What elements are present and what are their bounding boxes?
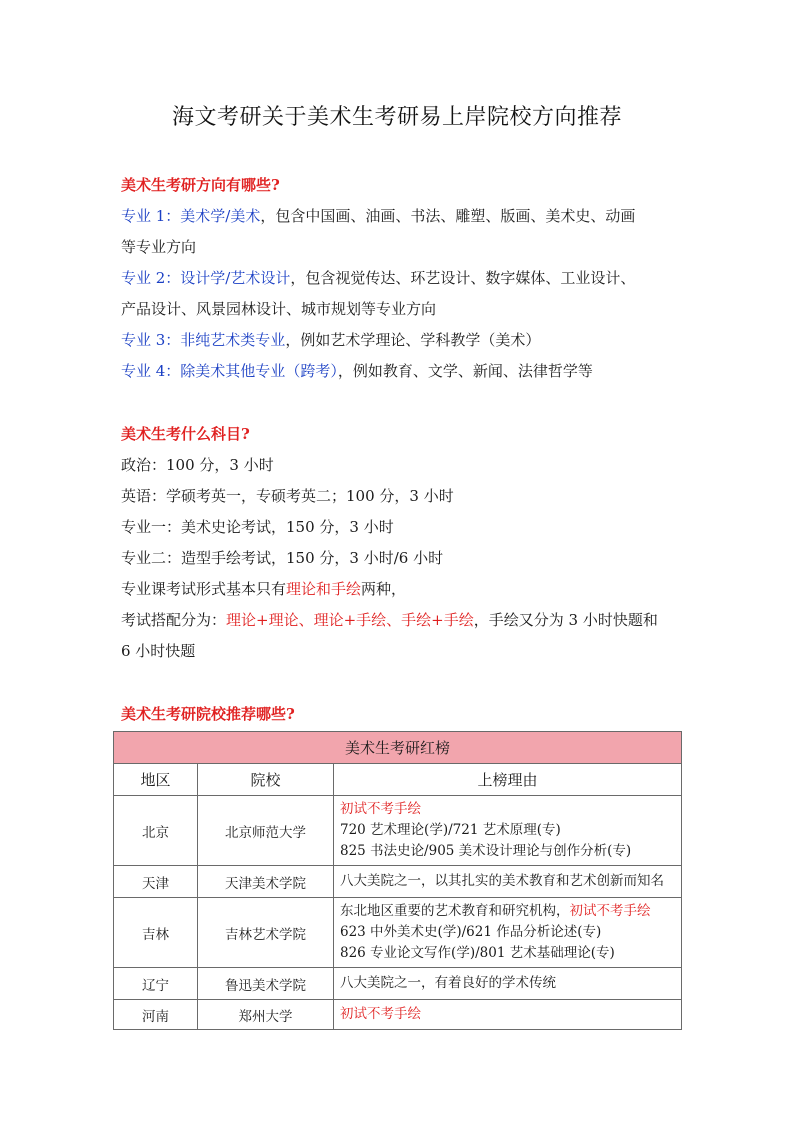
reason-cell (334, 898, 682, 968)
region-cell: 吉林 (114, 898, 198, 968)
subject-english: 英语：学硕考英一，专硕考英二；100 分，3 小时 (121, 487, 454, 505)
table-title: 美术生考研红榜 (114, 732, 682, 764)
reason-line: 初试不考手绘 (340, 801, 421, 817)
exam-combo-prefix: 考试搭配分为： (121, 611, 227, 629)
reason-line: 初试不考手绘 (340, 1006, 421, 1022)
region-cell: 天津 (114, 866, 198, 898)
reason-cell (334, 1000, 682, 1030)
major-3-label: 专业 3：非纯艺术类专业 (121, 331, 286, 349)
reason-line (340, 901, 681, 922)
reason-line: 825 书法史论/905 美术设计理论与创作分析(专) (340, 843, 632, 859)
exam-combo-line-1 (121, 605, 681, 636)
exam-combo-highlight: 理论+理论、理论+手绘、手绘+手绘 (226, 611, 474, 629)
school-cell: 吉林艺术学院 (198, 898, 334, 968)
region-cell: 河南 (114, 1000, 198, 1030)
major-1-desc: ，包含中国画、油画、书法、雕塑、版画、美术史、动画 (260, 207, 636, 225)
major-4-desc: ，例如教育、文学、新闻、法律哲学等 (337, 362, 593, 380)
section-heading-subjects: 美术生考什么科目? (121, 425, 250, 443)
section-heading-schools: 美术生考研院校推荐哪些? (121, 705, 295, 723)
reason-highlight: 初试不考手绘 (569, 903, 651, 919)
school-cell: 郑州大学 (198, 1000, 334, 1030)
major-3-line (121, 325, 681, 356)
exam-form-line (121, 574, 681, 605)
reason-line: 826 专业论文写作(学)/801 艺术基础理论(专) (340, 945, 615, 961)
reason-line: 八大美院之一，以其扎实的美术教育和艺术创新而知名 (340, 873, 664, 889)
table-row (114, 968, 682, 1000)
exam-combo-suffix: ，手绘又分为 3 小时快题和 (473, 611, 658, 629)
major-2-line-1 (121, 263, 681, 294)
school-cell: 北京师范大学 (198, 796, 334, 866)
reason-line: 八大美院之一，有着良好的学术传统 (340, 975, 556, 991)
column-header-reason: 上榜理由 (334, 764, 682, 796)
region-cell: 北京 (114, 796, 198, 866)
school-cell: 鲁迅美术学院 (198, 968, 334, 1000)
major-1-label: 专业 1：美术学/美术 (121, 207, 261, 225)
reason-text: 东北地区重要的艺术教育和研究机构， (340, 903, 570, 919)
column-header-region: 地区 (114, 764, 198, 796)
reason-cell (334, 796, 682, 866)
region-cell: 辽宁 (114, 968, 198, 1000)
exam-combo-line-2: 6 小时快题 (121, 642, 196, 660)
major-3-desc: ，例如艺术学理论、学科教学（美术） (285, 331, 541, 349)
page-title: 海文考研关于美术生考研易上岸院校方向推荐 (171, 105, 622, 130)
table-row (114, 796, 682, 866)
subject-major-2: 专业二：造型手绘考试，150 分，3 小时/6 小时 (121, 549, 444, 567)
major-2-line-2: 产品设计、风景园林设计、城市规划等专业方向 (121, 300, 437, 318)
subject-major-1: 专业一：美术史论考试，150 分，3 小时 (121, 518, 394, 536)
major-1-line-2: 等专业方向 (121, 238, 197, 256)
exam-form-highlight: 理论和手绘 (286, 580, 362, 598)
major-4-label: 专业 4：除美术其他专业（跨考） (121, 362, 338, 380)
table-row (114, 1000, 682, 1030)
subject-politics: 政治：100 分，3 小时 (121, 456, 274, 474)
reason-line: 623 中外美术史(学)/621 作品分析论述(专) (340, 924, 602, 940)
major-2-desc: ，包含视觉传达、环艺设计、数字媒体、工业设计、 (290, 269, 636, 287)
column-header-school: 院校 (198, 764, 334, 796)
school-cell: 天津美术学院 (198, 866, 334, 898)
table-row (114, 898, 682, 968)
reason-cell (334, 968, 682, 1000)
reason-line: 720 艺术理论(学)/721 艺术原理(专) (340, 822, 561, 838)
exam-form-suffix: 两种， (361, 580, 407, 598)
school-ranking-table (113, 731, 682, 1030)
exam-form-prefix: 专业课考试形式基本只有 (121, 580, 287, 598)
reason-cell (334, 866, 682, 898)
major-1-line-1 (121, 201, 681, 232)
section-heading-directions: 美术生考研方向有哪些? (121, 176, 280, 194)
major-2-label: 专业 2：设计学/艺术设计 (121, 269, 291, 287)
table-row (114, 866, 682, 898)
major-4-line (121, 356, 681, 387)
